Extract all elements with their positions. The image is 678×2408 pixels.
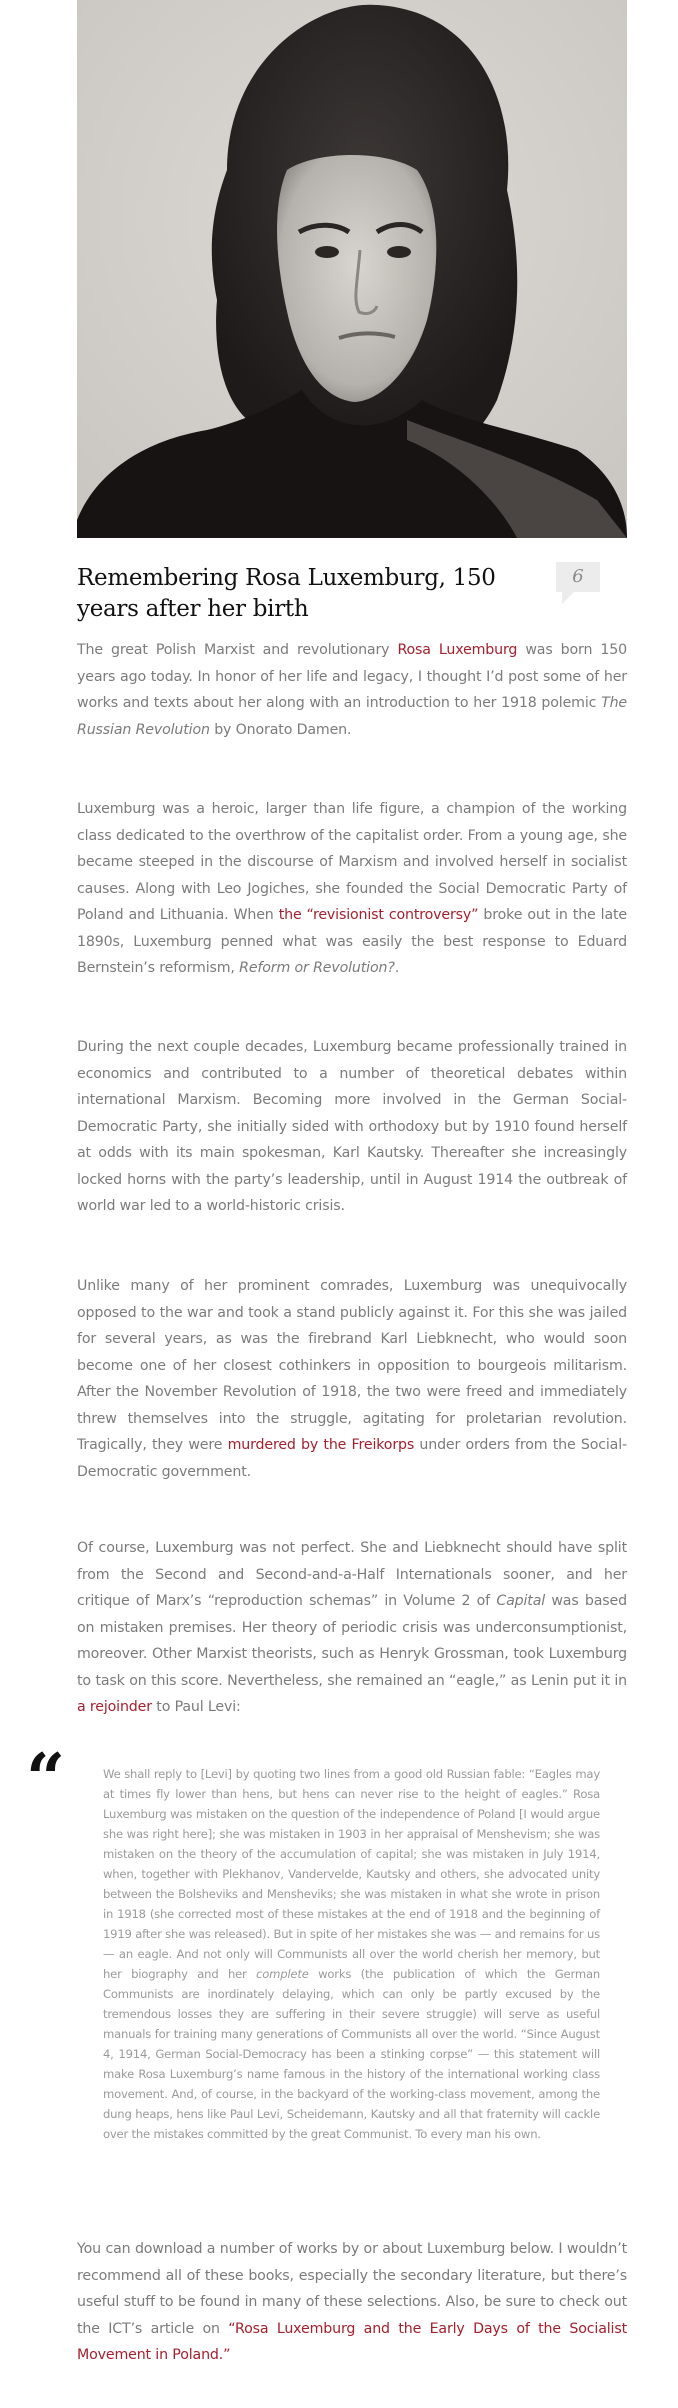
text: under orders from the Social-Democratic government. xyxy=(77,1437,627,1480)
murdered-by-freikorps-link[interactable]: murdered by the Freikorps xyxy=(227,1437,415,1453)
book-title: Capital xyxy=(496,1593,546,1609)
paragraph-intro xyxy=(77,637,627,743)
rosa-luxemburg-link[interactable]: Rosa Luxemburg xyxy=(397,642,518,658)
text: works (the publication of which the German Communists are inordinately delaying, which can only be partly excused by the tremendous losses they are suffering in their severe struggle) will serve as useful manuals for training many generations of Communists all over the world. “Since August 4, 1914, German Social-Democracy has been a stinking corpse” — this statement will make Rosa Luxemburg’s name famous in the history of the international working class movement. And, of course, in the backyard of the working-class movement, among the dung heaps, hens like Paul Levi, Scheidemann, Kautsky and all that fraternity will cackle over the mistakes committed by the great Communist. To every man his own. xyxy=(103,1967,600,2141)
revisionist-controversy-link[interactable]: the “revisionist controversy” xyxy=(278,907,479,923)
text: During the next couple decades, Luxemburg became professionally trained in economics and contributed to a number of theoretical debates within international Marxism. Becoming more involved in the German Social-Democratic Party, she initially sided with orthodoxy but by 1910 found herself at odds with its main spokesman, Karl Kautsky. Thereafter she increasingly locked horns with the party’s leadership, until in August 1914 the outbreak of world war led to a world-historic crisis. xyxy=(77,1039,627,1214)
lenin-quote xyxy=(103,1764,600,2144)
text: was based on mistaken premises. Her theory of periodic crisis was underconsumptionist, moreover. Other Marxist theorists, such as Henryk Grossman, took Luxemburg to task on this score. Nevertheless, she remained an “eagle,” as Lenin put it in xyxy=(77,1593,627,1689)
text: The great Polish Marxist and revolutionary xyxy=(77,642,398,658)
book-title: Reform or Revolution? xyxy=(239,960,395,976)
speech-bubble-tail-icon xyxy=(562,592,574,604)
portrait-image xyxy=(77,0,627,538)
paragraph-decades xyxy=(77,1034,627,1220)
rejoinder-link[interactable]: a rejoinder xyxy=(77,1699,152,1715)
comment-count: 6 xyxy=(572,566,584,587)
text: by Onorato Damen. xyxy=(209,721,352,738)
text: broke out in the late 1890s, Luxemburg penned what was easily the best response to Eduard Bernstein’s reformism, xyxy=(77,907,627,976)
paragraph-downloads xyxy=(77,2236,627,2369)
post-title[interactable]: Remembering Rosa Luxemburg, 150 years after her birth xyxy=(77,565,496,622)
text: Luxemburg was a heroic, larger than life figure, a champion of the working class dedicated to the overthrow of the capitalist order. From a young age, she became steeped in the discourse of Marxism and involved herself in socialist causes. Along with Leo Jogiches, she founded the Social Democratic Party of Poland and Lithuania. When xyxy=(77,801,627,923)
book-title: The Russian Revolution xyxy=(77,695,627,738)
paragraph-critique xyxy=(77,1535,627,1721)
text: to Paul Levi: xyxy=(151,1699,241,1715)
comment-count-badge[interactable] xyxy=(556,562,600,592)
text: was born 150 years ago today. In honor of her life and legacy, I thought I’d post some of her works and texts about her along with an introduction to her 1918 polemic xyxy=(77,642,628,711)
text: We shall reply to [Levi] by quoting two lines from a good old Russian fable: “Eagles may at times fly lower than hens, but hens can never rise to the height of eagles.” Rosa Luxemburg was mistaken on the question of the independence of Poland [I would argue she was right here]; she was mistaken in 1903 in her appraisal of Menshevism; she was mistaken on the theory of the accumulation of capital; she was mistaken in July 1914, when, together with Plekhanov, Vandervelde, Kautsky and others, she advocated unity between the Bolsheviks and Mensheviks; she was mistaken in what she wrote in prison in 1918 (she corrected most of these mistakes at the end of 1918 and the beginning of 1919 after she was released). But in spite of her mistakes she was — and remains for us — an eagle. And not only will Communists all over the world cherish her memory, but her biography and her xyxy=(103,1767,600,1981)
text: . xyxy=(394,960,400,976)
emphasis: complete xyxy=(256,1967,309,1981)
ict-article-link[interactable]: “Rosa Luxemburg and the Early Days of the Socialist Movement in Poland.” xyxy=(77,2320,627,2363)
text: You can download a number of works by or about Luxemburg below. I wouldn’t recommend all of these books, especially the secondary literature, but there’s useful stuff to be found in many of these selections. Also, be sure to check out the ICT’s article on xyxy=(77,2241,627,2337)
text: Of course, Luxemburg was not perfect. She and Liebknecht should have split from the Second and Second-and-a-Half Internationals sooner, and her critique of Marx’s “reproduction schemas” in Volume 2 of xyxy=(77,1540,627,1609)
paragraph-war xyxy=(77,1273,627,1485)
text: Unlike many of her prominent comrades, Luxemburg was unequivocally opposed to the war and took a stand publicly against it. For this she was jailed for several years, as was the firebrand Karl Liebknecht, who would soon become one of her closest cothinkers in opposition to bourgeois militarism. After the November Revolution of 1918, the two were freed and immediately threw themselves into the struggle, agitating for proletarian revolution. Tragically, they were xyxy=(77,1278,627,1453)
quote-mark-icon: “ xyxy=(26,1739,66,1819)
paragraph-biography xyxy=(77,796,627,982)
featured-photo xyxy=(77,0,627,538)
